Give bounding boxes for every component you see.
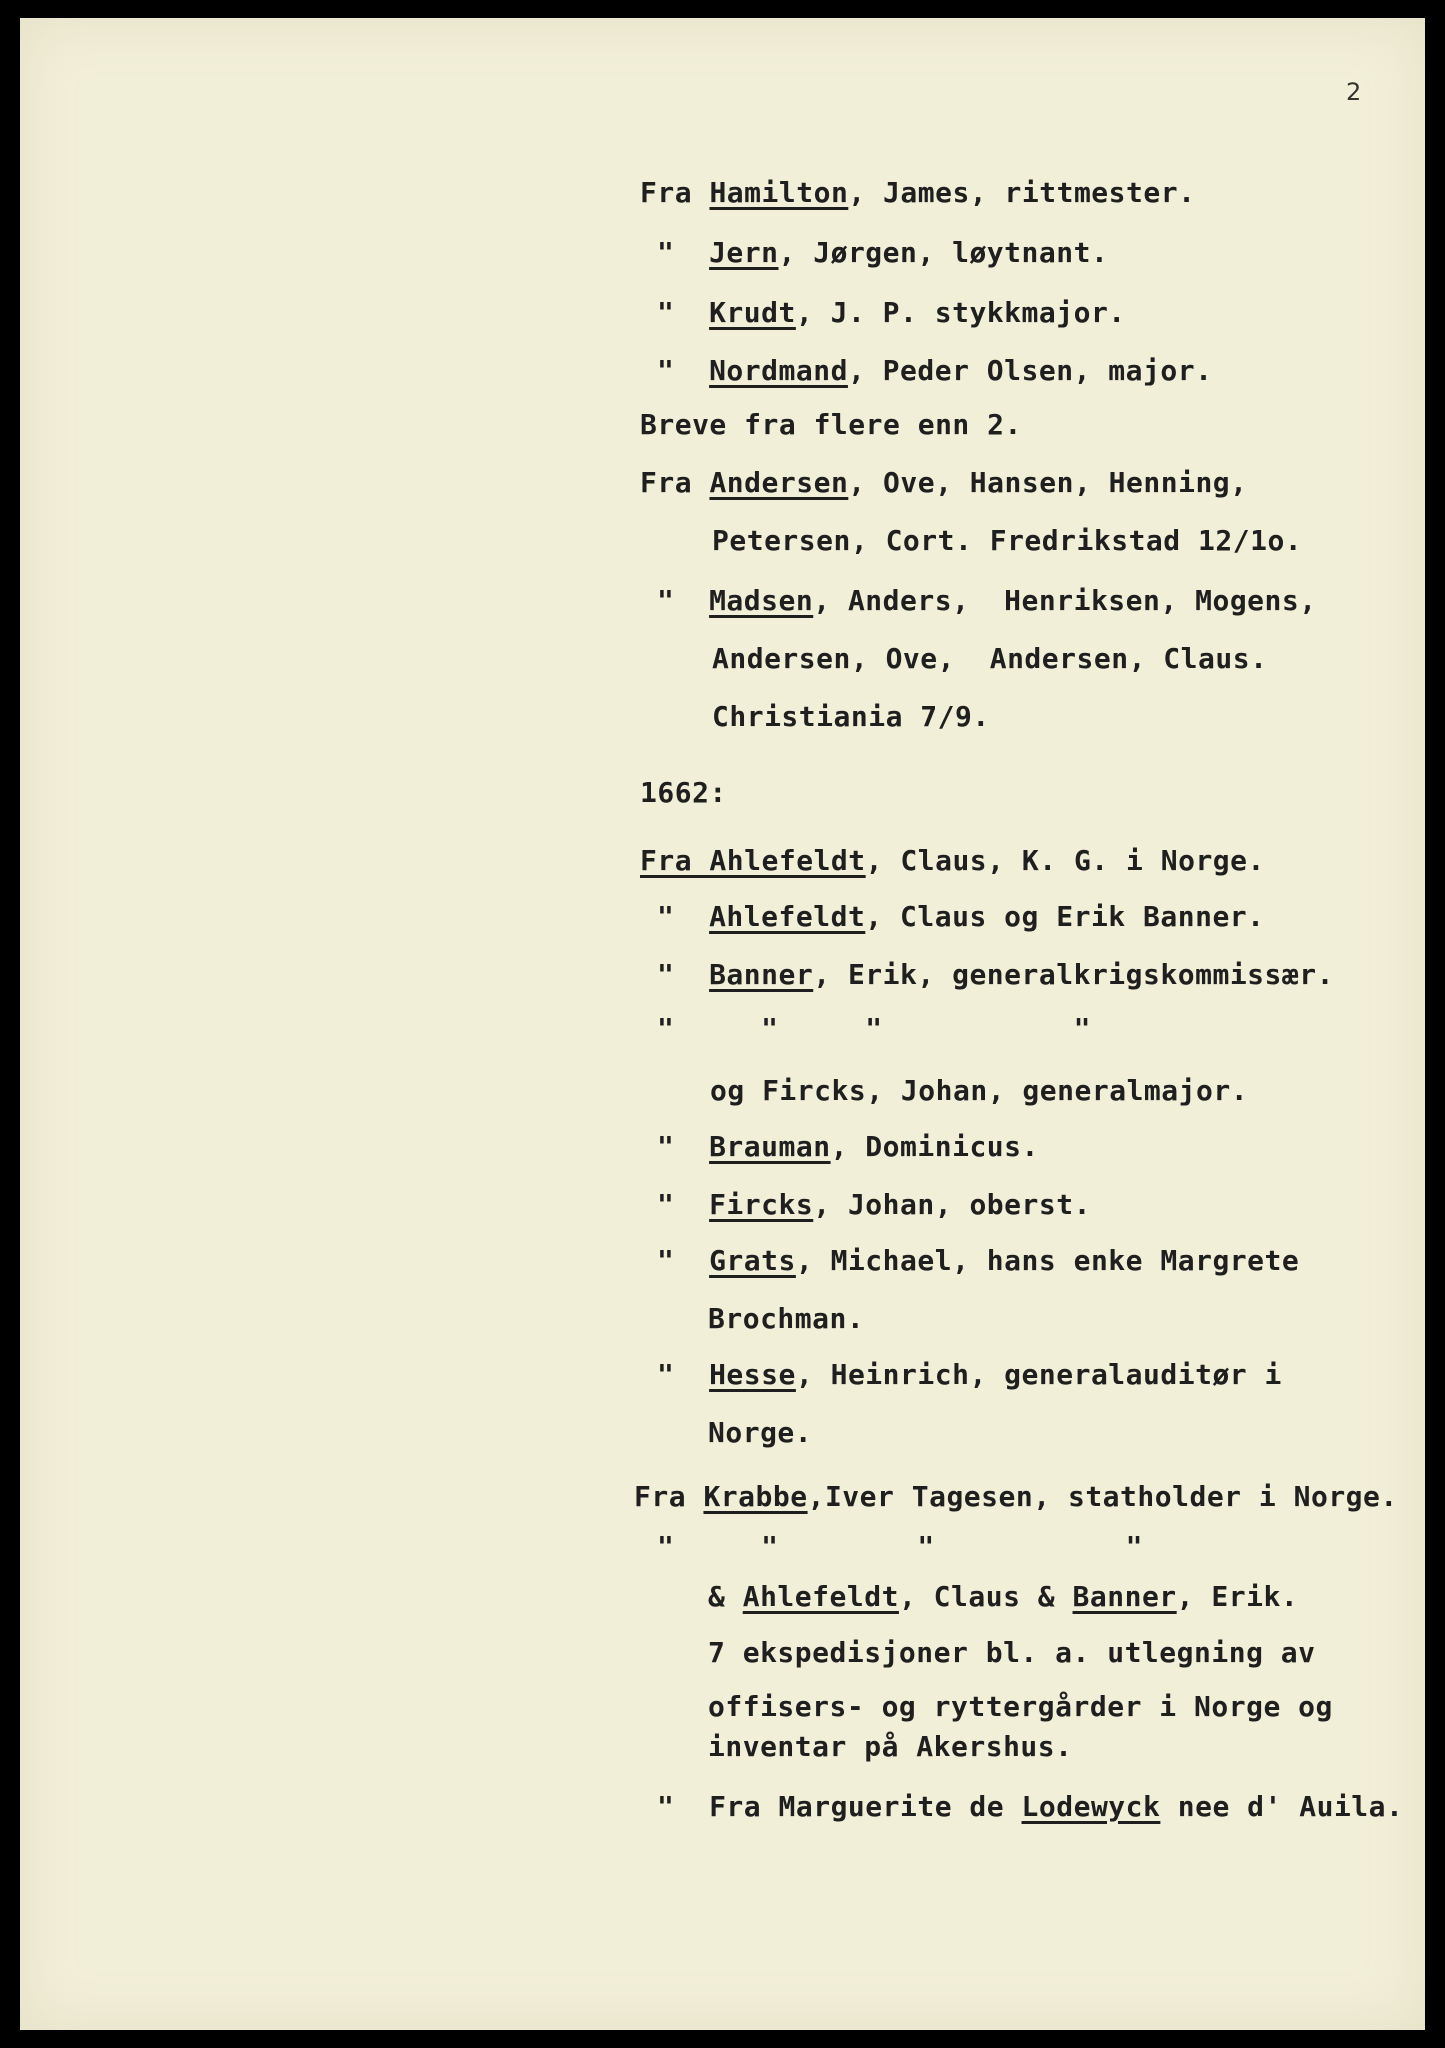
entry-line: " Jern, Jørgen, løytnant. (657, 236, 1109, 269)
entry-line: Breve fra flere enn 2. (640, 408, 1022, 441)
year-heading: 1662: (640, 776, 727, 809)
entry-line: Christiania 7/9. (712, 700, 990, 733)
underlined-name: Grats (709, 1244, 796, 1277)
ditto-line: " " " " (657, 1012, 1091, 1045)
entry-line: Fra Hamilton, James, rittmester. (640, 176, 1196, 209)
entry-line: Fra Krabbe,Iver Tagesen, statholder i Norge. (634, 1480, 1398, 1513)
entry-line: Fra Andersen, Ove, Hansen, Henning, (640, 466, 1248, 499)
underlined-name: Hesse (709, 1358, 796, 1391)
entry-line: Norge. (708, 1416, 813, 1449)
entry-line: " Banner, Erik, generalkrigskommissær. (657, 958, 1334, 991)
entry-line: offisers- og ryttergårder i Norge og (708, 1690, 1333, 1723)
entry-line: " Ahlefeldt, Claus og Erik Banner. (657, 900, 1265, 933)
entry-line: Petersen, Cort. Fredrikstad 12/1o. (712, 524, 1303, 557)
underlined-name: Ahlefeldt (709, 900, 866, 933)
underlined-name: Fra Ahlefeldt (640, 844, 866, 877)
entry-line: " Fircks, Johan, oberst. (657, 1188, 1091, 1221)
entry-line: " Nordmand, Peder Olsen, major. (657, 354, 1213, 387)
underlined-name: Ahlefeldt (742, 1580, 899, 1613)
ditto-line: " " " " (657, 1530, 1144, 1563)
entry-line: " Hesse, Heinrich, generalauditør i (657, 1358, 1282, 1391)
underlined-name: Krabbe (703, 1480, 808, 1513)
underlined-name: Banner (709, 958, 814, 991)
underlined-name: Hamilton (709, 176, 849, 209)
entry-line: " Madsen, Anders, Henriksen, Mogens, (657, 584, 1317, 617)
entry-line: Andersen, Ove, Andersen, Claus. (712, 642, 1268, 675)
underlined-name: Andersen (709, 466, 849, 499)
underlined-name: Jern (709, 236, 779, 269)
underlined-name: Fircks (709, 1188, 814, 1221)
entry-line: " Grats, Michael, hans enke Margrete (657, 1244, 1300, 1277)
entry-line: Fra Ahlefeldt, Claus, K. G. i Norge. (640, 844, 1265, 877)
page-number: 2 (1346, 78, 1362, 106)
underlined-name: Krudt (709, 296, 796, 329)
entry-line: og Fircks, Johan, generalmajor. (710, 1074, 1249, 1107)
entry-line: " Fra Marguerite de Lodewyck nee d' Auila. (657, 1790, 1404, 1823)
underlined-name: Madsen (709, 584, 814, 617)
underlined-name: Brauman (709, 1130, 831, 1163)
underlined-name: Lodewyck (1021, 1790, 1161, 1823)
entry-line: & Ahlefeldt, Claus & Banner, Erik. (708, 1580, 1299, 1613)
entry-line: 7 ekspedisjoner bl. a. utlegning av (708, 1636, 1316, 1669)
underlined-name: Banner (1072, 1580, 1177, 1613)
document-page (20, 18, 1425, 2030)
entry-line: inventar på Akershus. (708, 1730, 1073, 1763)
entry-line: " Krudt, J. P. stykkmajor. (657, 296, 1126, 329)
underlined-name: Nordmand (709, 354, 848, 387)
entry-line: " Brauman, Dominicus. (657, 1130, 1039, 1163)
entry-line: Brochman. (708, 1302, 865, 1335)
